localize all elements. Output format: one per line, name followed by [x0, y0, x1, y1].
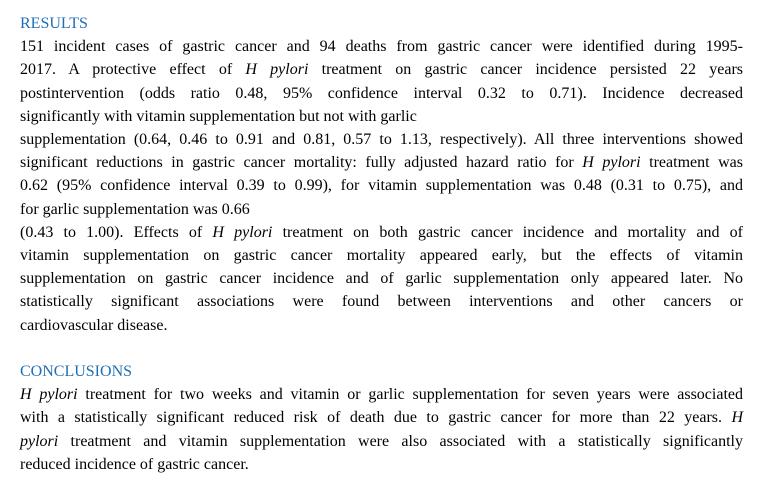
- text-segment: treatment for two weeks and vitamin or garlic supplementation for seven years were associated: [77, 386, 743, 404]
- text-line: [20, 35, 743, 58]
- text-segment: treatment was: [640, 154, 743, 172]
- text-segment: 151 incident cases of gastric cancer and 94 deaths from gastric cancer were identified during 1995-: [20, 38, 743, 56]
- italic-term: pylori: [20, 432, 59, 450]
- text-segment: 2017. A protective effect of: [20, 61, 246, 79]
- text-segment: cardiovascular disease.: [20, 316, 168, 334]
- text-line: [20, 406, 743, 429]
- text-segment: postintervention (odds ratio 0.48, 95% confidence interval 0.32 to 0.71). Incidence decreased: [20, 84, 743, 102]
- text-segment: (0.43 to 1.00). Effects of: [20, 223, 213, 241]
- text-line: [20, 128, 743, 151]
- text-line: [20, 82, 743, 105]
- text-line: [20, 221, 743, 244]
- text-segment: reduced incidence of gastric cancer.: [20, 455, 249, 473]
- text-line: [20, 58, 743, 81]
- italic-term: H pylori: [582, 154, 641, 172]
- results-text: [20, 35, 743, 337]
- conclusions-text: [20, 383, 743, 476]
- text-segment: vitamin supplementation on gastric cancer mortality appeared early, but the effects of vitamin: [20, 247, 743, 265]
- text-segment: treatment and vitamin supplementation were also associated with a statistically significantly: [58, 432, 743, 450]
- text-segment: treatment on gastric cancer incidence persisted 22 years: [308, 61, 743, 79]
- text-line: [20, 267, 743, 290]
- text-line: [20, 453, 743, 476]
- italic-term: H pylori: [245, 61, 309, 79]
- text-segment: supplementation on gastric cancer incidence and of garlic supplementation only appeared later. No: [20, 270, 743, 288]
- text-line: [20, 430, 743, 453]
- text-line: [20, 383, 743, 406]
- text-line: [20, 290, 743, 313]
- text-segment: significantly with vitamin supplementation but not with garlic: [20, 107, 417, 125]
- text-line: [20, 314, 743, 337]
- text-segment: significant reductions in gastric cancer mortality: fully adjusted hazard ratio for: [20, 154, 583, 172]
- text-segment: statistically significant associations were found between interventions and other cancers or: [20, 293, 743, 311]
- text-segment: treatment on both gastric cancer incidence and mortality and of: [272, 223, 743, 241]
- text-line: [20, 174, 743, 197]
- italic-term: H pylori: [20, 386, 78, 404]
- text-segment: for garlic supplementation was 0.66: [20, 200, 250, 218]
- italic-term: H pylori: [212, 223, 273, 241]
- text-line: [20, 244, 743, 267]
- text-line: [20, 198, 743, 221]
- text-segment: with a statistically significant reduced risk of death due to gastric cancer for more than 22 years.: [20, 409, 732, 427]
- section-gap: [20, 337, 743, 360]
- conclusions-heading: CONCLUSIONS: [20, 363, 133, 381]
- text-line: [20, 105, 743, 128]
- results-heading: RESULTS: [20, 15, 88, 32]
- text-segment: supplementation (0.64, 0.46 to 0.91 and 0.81, 0.57 to 1.13, respectively). All three interventions showed: [20, 131, 743, 149]
- italic-term: H: [731, 409, 743, 427]
- text-segment: 0.62 (95% confidence interval 0.39 to 0.99), for vitamin supplementation was 0.48 (0.31 to 0.75), and: [20, 177, 743, 195]
- text-line: [20, 151, 743, 174]
